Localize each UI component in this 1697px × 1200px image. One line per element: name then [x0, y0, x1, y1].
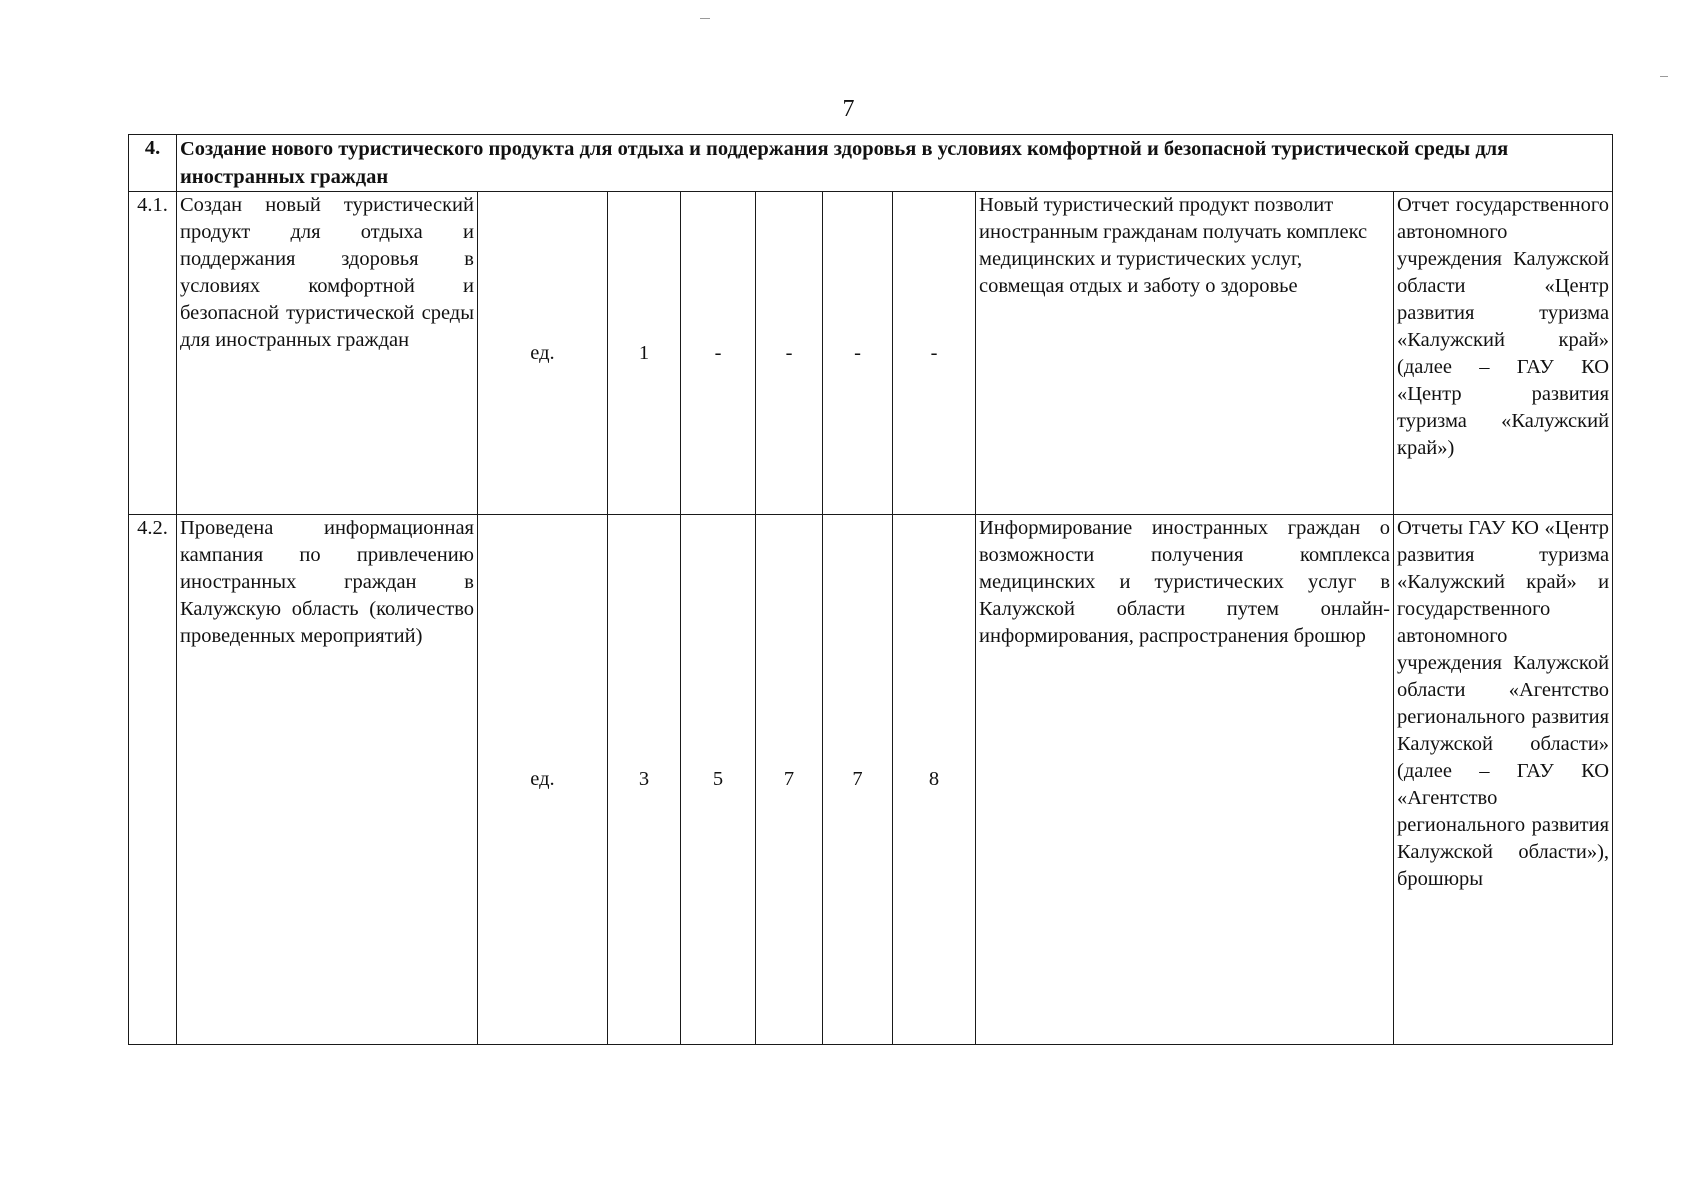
page-number: 7: [842, 96, 855, 122]
source-cell: Отчеты ГАУ КО «Центр развития туризма «Калужский край» и государственного автономного учреждения Калужской области «Агентство регионального развития Калужской области» (далее – ГАУ КО «Агентство регионального развития Калужской области»), брошюры: [1394, 515, 1613, 1045]
value-cell: -: [681, 192, 756, 515]
value-cell: 1: [608, 192, 681, 515]
description-cell: Новый туристический продукт позволит иностранным гражданам получать комплекс медицинских и туристических услуг, совмещая отдых и заботу о здоровье: [976, 192, 1394, 515]
section-header-row: [129, 135, 1613, 192]
source-cell: Отчет государственного автономного учреждения Калужской области «Центр развития туризма «Калужский край» (далее – ГАУ КО «Центр развития туризма «Калужский край»): [1394, 192, 1613, 515]
value-cell: 7: [756, 515, 823, 1045]
row-number: 4.2.: [129, 515, 177, 1045]
value-cell: 7: [823, 515, 893, 1045]
scan-mark: [700, 18, 710, 19]
value-cell: -: [823, 192, 893, 515]
value-cell: 3: [608, 515, 681, 1045]
indicator-name: Проведена информационная кампания по привлечению иностранных граждан в Калужскую область (количество проведенных мероприятий): [177, 515, 478, 1045]
value-cell: 8: [893, 515, 976, 1045]
scan-mark: [1660, 76, 1668, 77]
row-number: 4.1.: [129, 192, 177, 515]
indicator-name: Создан новый туристический продукт для отдыха и поддержания здоровья в условиях комфортной и безопасной туристической среды для иностранных граждан: [177, 192, 478, 515]
section-title: Создание нового туристического продукта для отдыха и поддержания здоровья в условиях комфортной и безопасной туристической среды для иностранных граждан: [177, 135, 1613, 192]
unit-cell: ед.: [478, 192, 608, 515]
value-cell: -: [893, 192, 976, 515]
table-row: [129, 515, 1613, 1045]
value-cell: 5: [681, 515, 756, 1045]
unit-cell: ед.: [478, 515, 608, 1045]
indicators-table: [128, 134, 1613, 1045]
section-number: 4.: [129, 135, 177, 192]
description-cell: Информирование иностранных граждан о возможности получения комплекса медицинских и туристических услуг в Калужской области путем онлайн-информирования, распространения брошюр: [976, 515, 1394, 1045]
value-cell: -: [756, 192, 823, 515]
table-row: [129, 192, 1613, 515]
